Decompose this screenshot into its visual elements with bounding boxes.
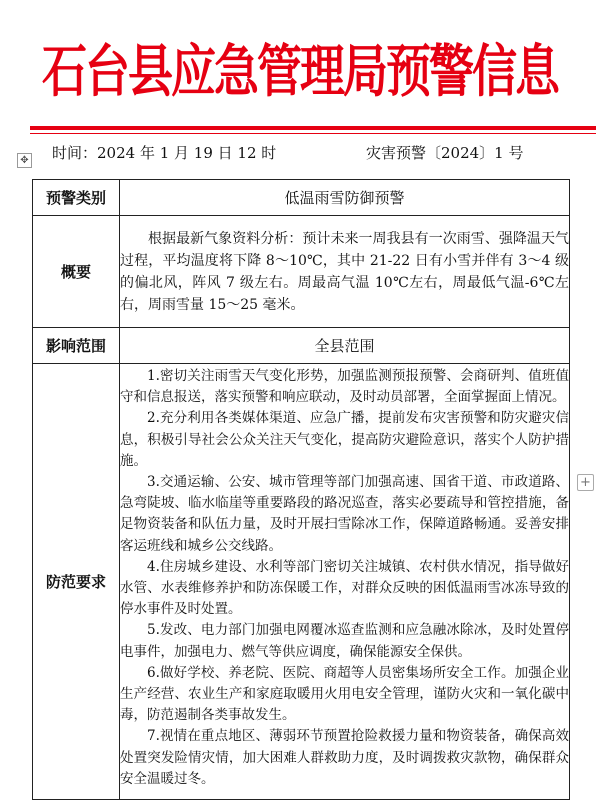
add-column-plus-icon[interactable]: +	[577, 474, 594, 491]
issue-time: 时间：2024 年 1 月 19 日 12 时	[52, 144, 277, 162]
row-label: 概要	[33, 216, 120, 328]
table-row	[33, 180, 570, 216]
table-row	[33, 216, 570, 328]
table-row	[33, 364, 570, 800]
title-rule-thin	[30, 133, 596, 134]
alert-category: 低温雨雪防御预警	[120, 180, 570, 216]
summary-cell	[120, 216, 570, 328]
measure-item: 3.交通运输、公安、城市管理等部门加强高速、国省干道、市政道路、急弯陡坡、临水临崖等重要路段的路况巡查，落实必要疏导和管控措施，备足物资装备和队伍力量，及时开展扫雪除冰工作，保障道路畅通。妥善安排客运班线和城乡公交线路。	[120, 474, 569, 554]
measure-item: 2.充分利用各类媒体渠道、应急广播，提前发布灾害预警和防灾避灾信息，积极引导社会公众关注天气变化，提高防灾避险意识，落实个人防护措施。	[120, 410, 569, 469]
measure-item: 4.住房城乡建设、水利等部门密切关注城镇、农村供水情况，指导做好水管、水表维修养护和防冻保暖工作，对群众反映的困低温雨雪冰冻导致的停水事件及时处置。	[120, 558, 569, 618]
row-label: 影响范围	[33, 328, 120, 364]
row-label: 防范要求	[33, 364, 120, 800]
measures-cell	[120, 364, 570, 800]
measure-item: 6.做好学校、养老院、医院、商超等人员密集场所安全工作。加强企业生产经营、农业生产和家庭取暖用火用电安全管理，谨防火灾和一氧化碳中毒，防范遏制各类事故发生。	[120, 664, 569, 724]
measure-item: 5.发改、电力部门加强电网覆冰巡查监测和应急融冰除冰，及时处置停电事件，加强电力、燃气等供应调度，确保能源安全保供。	[120, 622, 569, 660]
measure-item: 1.密切关注雨雪天气变化形势，加强监测预报预警、会商研判、值班值守和信息报送，落实预警和响应联动，及时动员部署，全面掌握面上情况。	[120, 368, 569, 406]
document-title: 石台县应急管理局预警信息	[41, 37, 558, 104]
table-move-handle-icon[interactable]: ✥	[17, 153, 32, 168]
measure-item: 7.视情在重点地区、薄弱环节预置抢险救援力量和物资装备，确保高效处置突发险情灾情，加大困难人群救助力度，及时调拨救灾款物，确保群众安全温暖过冬。	[120, 728, 569, 787]
title-rule-thick	[30, 126, 596, 130]
summary-text: 根据最新气象资料分析：预计未来一周我县有一次雨雪、强降温天气过程，平均温度将下降 8～10℃，其中 21-22 日有小雪并伴有 3～4 级的偏北风，阵风 7 级左右。周最高气温 10℃左右，周最低气温-6℃左右，周雨雪量 15～25 毫米。	[120, 230, 569, 313]
impact-scope: 全县范围	[120, 328, 570, 364]
row-label: 预警类别	[33, 180, 120, 216]
table-row	[33, 328, 570, 364]
issue-number: 灾害预警〔2024〕1 号	[366, 144, 524, 162]
alert-table	[32, 179, 570, 800]
